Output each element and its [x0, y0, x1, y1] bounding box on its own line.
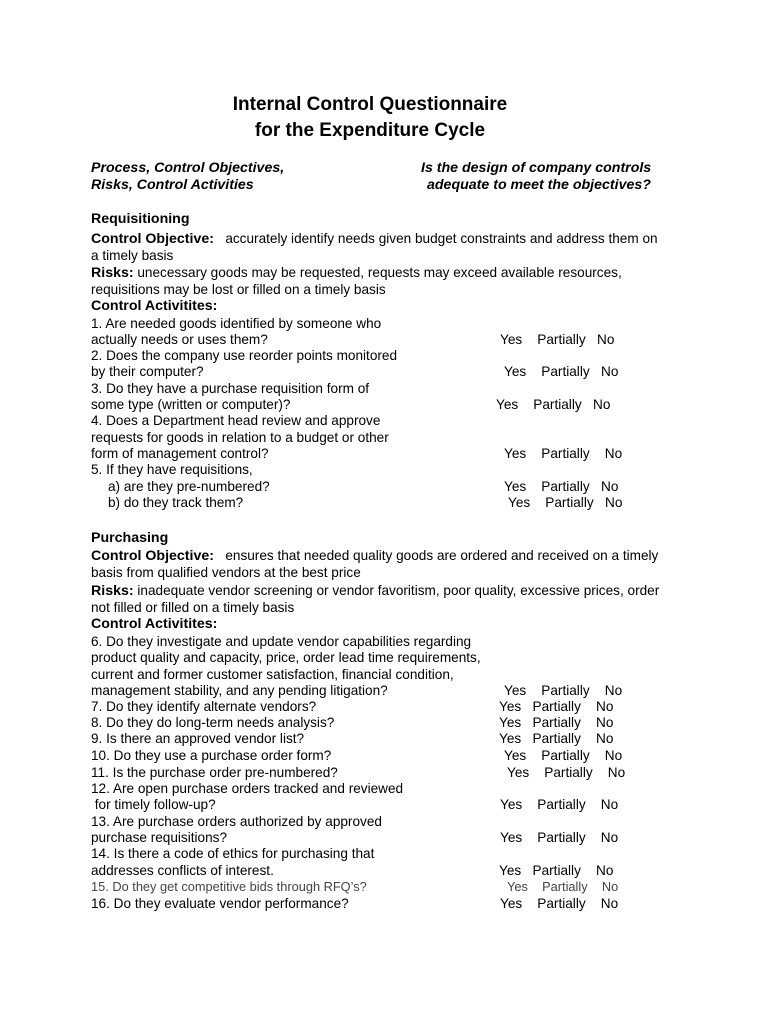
question-12-line2: for timely follow-up? — [91, 797, 216, 812]
question-1-line1: 1. Are needed goods identified by someone who — [91, 316, 382, 331]
req-control-objective-cont: a timely basis — [91, 248, 174, 263]
option-partially[interactable]: Partially — [544, 765, 593, 780]
section-heading-requisitioning: Requisitioning — [91, 211, 190, 227]
option-yes[interactable]: Yes — [507, 765, 530, 780]
option-yes[interactable]: Yes — [504, 446, 527, 461]
question-4-line1: 4. Does a Department head review and approve — [91, 413, 381, 428]
answer-options-q14[interactable] — [499, 863, 613, 879]
question-5-line1: 5. If they have requisitions, — [91, 462, 253, 477]
option-no[interactable]: No — [600, 830, 619, 845]
header-left-line2: Risks, Control Activities — [91, 177, 254, 193]
answer-options-q2[interactable] — [504, 364, 618, 380]
question-10: 10. Do they use a purchase order form? — [91, 748, 332, 763]
pur-control-objective-cont: basis from qualified vendors at the best price — [91, 565, 361, 580]
option-partially[interactable]: Partially — [537, 830, 586, 845]
pur-risks-cont: not filled or filled on a timely basis — [91, 600, 295, 615]
option-no[interactable]: No — [601, 364, 619, 379]
question-7: 7. Do they identify alternate vendors? — [91, 699, 317, 714]
question-3-line2: some type (written or computer)? — [91, 397, 291, 412]
question-15: 15. Do they get competitive bids through RFQ’s? — [91, 879, 367, 894]
control-objective-text: ensures that needed quality goods are ordered and received on a timely — [225, 548, 659, 563]
option-yes[interactable]: Yes — [499, 699, 522, 714]
option-yes[interactable]: Yes — [504, 364, 527, 379]
question-2-line1: 2. Does the company use reorder points monitored — [91, 348, 398, 363]
option-yes[interactable]: Yes — [504, 683, 527, 698]
option-partially[interactable]: Partially — [532, 863, 581, 878]
answer-options-q11[interactable] — [507, 765, 625, 781]
option-partially[interactable]: Partially — [537, 332, 586, 347]
option-yes[interactable]: Yes — [500, 332, 523, 347]
option-partially[interactable]: Partially — [541, 479, 590, 494]
header-left-line1: Process, Control Objectives, — [91, 160, 285, 176]
option-yes[interactable]: Yes — [504, 479, 527, 494]
option-no[interactable]: No — [596, 863, 614, 878]
option-partially[interactable]: Partially — [541, 446, 590, 461]
answer-options-q6[interactable] — [504, 683, 622, 699]
risks-text: unecessary goods may be requested, requests may exceed available resources, — [137, 265, 622, 280]
question-14-line2: addresses conflicts of interest. — [91, 863, 274, 878]
req-control-activities-label: Control Activitites: — [91, 298, 218, 314]
risks-label: Risks: — [91, 265, 134, 281]
answer-options-q15[interactable] — [507, 879, 618, 895]
option-no[interactable]: No — [604, 683, 623, 698]
pur-risks — [91, 583, 659, 599]
option-yes[interactable]: Yes — [504, 748, 527, 763]
option-yes[interactable]: Yes — [499, 731, 522, 746]
section-heading-purchasing: Purchasing — [91, 530, 169, 546]
req-control-objective — [91, 231, 658, 247]
option-no[interactable]: No — [607, 765, 626, 780]
question-1-line2: actually needs or uses them? — [91, 332, 268, 347]
option-partially[interactable]: Partially — [537, 896, 586, 911]
option-yes[interactable]: Yes — [500, 830, 523, 845]
question-5a: a) are they pre-numbered? — [108, 479, 270, 494]
answer-options-q4[interactable] — [504, 446, 622, 462]
option-no[interactable]: No — [600, 797, 619, 812]
answer-options-q9[interactable] — [499, 731, 613, 747]
question-6-line2: product quality and capacity, price, order lead time requirements, — [91, 650, 481, 665]
option-no[interactable]: No — [604, 446, 623, 461]
question-8: 8. Do they do long-term needs analysis? — [91, 715, 335, 730]
control-objective-label: Control Objective: — [91, 548, 214, 564]
option-partially[interactable]: Partially — [532, 699, 581, 714]
req-risks — [91, 265, 622, 281]
question-5b: b) do they track them? — [108, 495, 244, 510]
answer-options-q13[interactable] — [500, 830, 618, 846]
question-2-line2: by their computer? — [91, 364, 204, 379]
option-partially[interactable]: Partially — [541, 364, 590, 379]
question-4-line3: form of management control? — [91, 446, 269, 461]
question-12-line1: 12. Are open purchase orders tracked and reviewed — [91, 781, 404, 796]
answer-options-q10[interactable] — [504, 748, 622, 764]
answer-options-q5b[interactable] — [508, 495, 622, 511]
option-partially[interactable]: Partially — [532, 731, 581, 746]
option-no[interactable]: No — [596, 731, 614, 746]
question-16: 16. Do they evaluate vendor performance? — [91, 896, 349, 911]
option-no[interactable]: No — [601, 479, 619, 494]
option-partially[interactable]: Partially — [532, 715, 581, 730]
option-no[interactable]: No — [601, 879, 619, 894]
question-6-line4: management stability, and any pending litigation? — [91, 683, 388, 698]
option-partially[interactable]: Partially — [537, 797, 586, 812]
pur-control-activities-label: Control Activitites: — [91, 616, 218, 632]
answer-options-q3[interactable] — [496, 397, 610, 413]
option-yes[interactable]: Yes — [508, 495, 531, 510]
option-no[interactable]: No — [593, 397, 611, 412]
option-no[interactable]: No — [596, 699, 614, 714]
answer-options-q7[interactable] — [499, 699, 613, 715]
question-3-line1: 3. Do they have a purchase requisition form of — [91, 381, 370, 396]
document-title-line1: Internal Control Questionnaire — [232, 94, 508, 115]
document-title-line2: for the Expenditure Cycle — [254, 120, 486, 141]
option-yes[interactable]: Yes — [499, 863, 522, 878]
option-yes[interactable]: Yes — [500, 797, 523, 812]
option-no[interactable]: No — [605, 495, 623, 510]
option-partially[interactable]: Partially — [545, 495, 594, 510]
question-13-line2: purchase requisitions? — [91, 830, 228, 845]
risks-text: inadequate vendor screening or vendor favoritism, poor quality, excessive prices, order — [137, 583, 660, 598]
question-11: 11. Is the purchase order pre-numbered? — [91, 765, 338, 780]
option-partially[interactable]: Partially — [542, 879, 588, 894]
answer-options-q1[interactable] — [500, 332, 614, 348]
header-right-line2: adequate to meet the objectives? — [427, 177, 651, 193]
answer-options-q12[interactable] — [500, 797, 618, 813]
question-14-line1: 14. Is there a code of ethics for purchasing that — [91, 846, 375, 861]
option-no[interactable]: No — [604, 748, 623, 763]
control-objective-text: accurately identify needs given budget constraints and address them on — [225, 231, 658, 246]
answer-options-q5a[interactable] — [504, 479, 618, 495]
answer-options-q8[interactable] — [499, 715, 613, 731]
risks-label: Risks: — [91, 583, 134, 599]
option-no[interactable]: No — [597, 332, 615, 347]
question-13-line1: 13. Are purchase orders authorized by approved — [91, 814, 382, 829]
header-right-line1: Is the design of company controls — [421, 160, 652, 176]
question-9: 9. Is there an approved vendor list? — [91, 731, 305, 746]
option-yes[interactable]: Yes — [507, 879, 528, 894]
question-4-line2: requests for goods in relation to a budget or other — [91, 430, 389, 445]
req-risks-cont: requisitions may be lost or filled on a timely basis — [91, 282, 386, 297]
question-6-line3: current and former customer satisfaction, financial condition, — [91, 667, 454, 682]
pur-control-objective — [91, 548, 658, 564]
option-partially[interactable]: Partially — [533, 397, 582, 412]
option-yes[interactable]: Yes — [500, 896, 523, 911]
option-yes[interactable]: Yes — [499, 715, 522, 730]
question-6-line1: 6. Do they investigate and update vendor capabilities regarding — [91, 634, 472, 649]
control-objective-label: Control Objective: — [91, 231, 214, 247]
option-partially[interactable]: Partially — [541, 748, 590, 763]
option-no[interactable]: No — [596, 715, 614, 730]
option-partially[interactable]: Partially — [541, 683, 590, 698]
answer-options-q16[interactable] — [500, 896, 618, 912]
option-no[interactable]: No — [600, 896, 619, 911]
option-yes[interactable]: Yes — [496, 397, 519, 412]
